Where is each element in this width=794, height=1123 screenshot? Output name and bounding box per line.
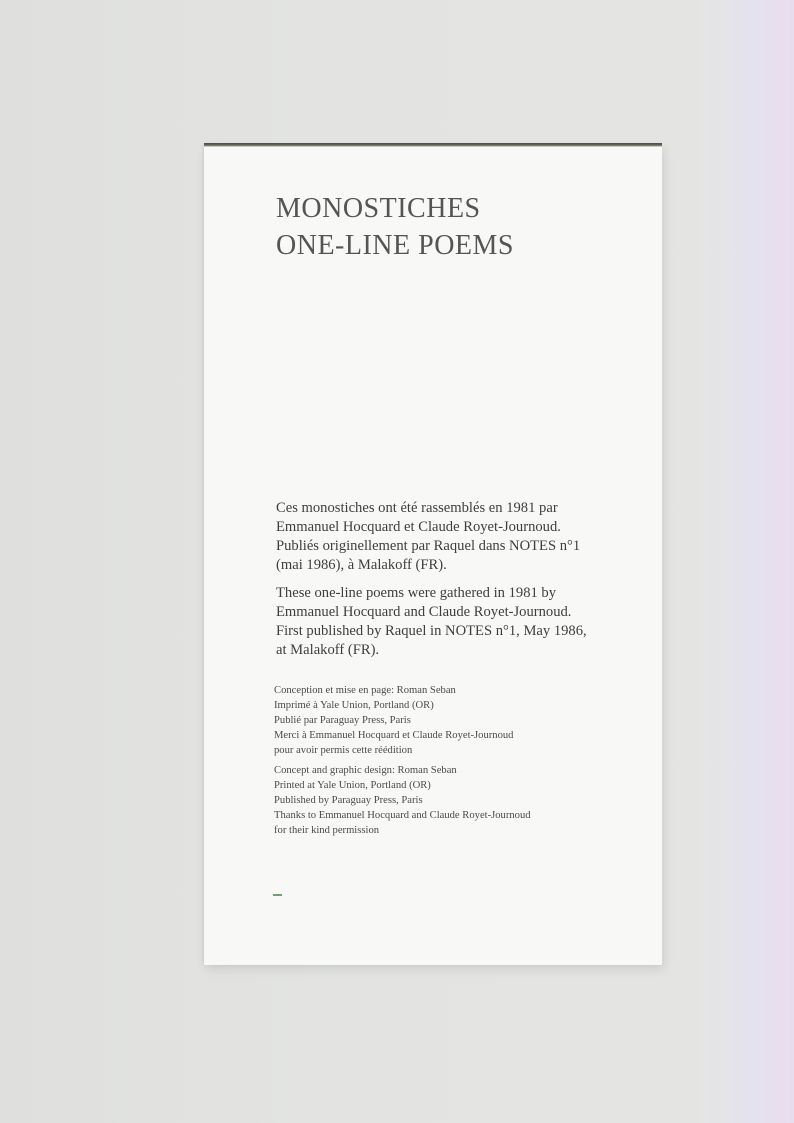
credit-line: Imprimé à Yale Union, Portland (OR) bbox=[274, 700, 434, 711]
intro-english bbox=[276, 584, 616, 660]
intro-line: (mai 1986), à Malakoff (FR). bbox=[276, 557, 447, 573]
intro-line: Emmanuel Hocquard et Claude Royet-Journoud. bbox=[276, 519, 561, 535]
credit-line: Thanks to Emmanuel Hocquard and Claude Royet-Journoud bbox=[274, 810, 531, 821]
intro-french bbox=[276, 499, 616, 575]
booklet-page bbox=[204, 145, 662, 965]
intro-line: These one-line poems were gathered in 1981 by bbox=[276, 585, 557, 601]
intro-line: Ces monostiches ont été rassemblés en 1981 par bbox=[276, 500, 558, 516]
credits-english bbox=[274, 763, 614, 838]
page-top-edge-shadow bbox=[204, 143, 662, 147]
green-accent-dash bbox=[273, 894, 282, 896]
credit-line: for their kind permission bbox=[274, 825, 380, 836]
credit-line: Printed at Yale Union, Portland (OR) bbox=[274, 780, 431, 791]
credit-line: Merci à Emmanuel Hocquard et Claude Royet-Journoud bbox=[274, 730, 514, 741]
intro-line: First published by Raquel in NOTES n°1, May 1986, bbox=[276, 623, 587, 639]
page-title bbox=[276, 190, 514, 264]
intro-line: Emmanuel Hocquard and Claude Royet-Journoud. bbox=[276, 604, 572, 620]
credit-line: Published by Paraguay Press, Paris bbox=[274, 795, 423, 806]
title-line: MONOSTICHES bbox=[276, 193, 481, 224]
credit-line: pour avoir permis cette réédition bbox=[274, 745, 413, 756]
credit-line: Conception et mise en page: Roman Seban bbox=[274, 685, 456, 696]
intro-line: at Malakoff (FR). bbox=[276, 642, 380, 658]
intro-line: Publiés originellement par Raquel dans NOTES n°1 bbox=[276, 538, 581, 554]
credit-line: Concept and graphic design: Roman Seban bbox=[274, 765, 457, 776]
title-line: ONE-LINE POEMS bbox=[276, 230, 514, 261]
credits-french bbox=[274, 683, 614, 758]
credit-line: Publié par Paraguay Press, Paris bbox=[274, 715, 411, 726]
